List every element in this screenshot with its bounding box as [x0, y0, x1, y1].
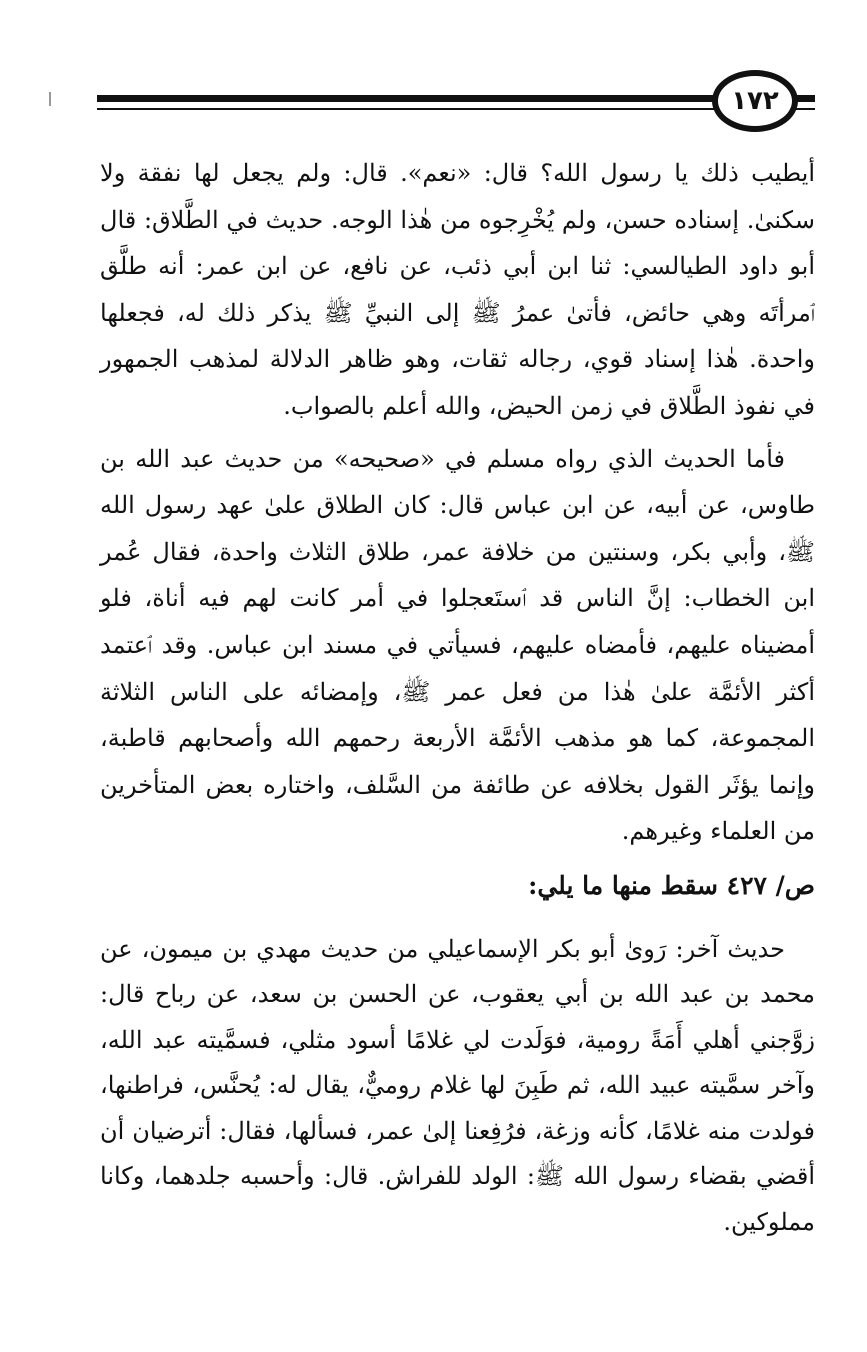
paragraph-1: أيطيب ذلك يا رسول الله؟ قال: «نعم». قال: ولم يجعل لها نفقة ولا سكنىٰ. إسناده حسن، ولم يُخْرِجوه من هٰذا الوجه. حديث في الطَّلاق: قال أبو داود الطيالسي: ثنا ابن أبي ذئب، عن نافع، عن ابن عمر: أنه طلَّق ٱمرأتَه وهي حائض، فأتىٰ عمرُ ﷺ إلى النبيِّ ﷺ يذكر ذلك له، فجعلها واحدة. هٰذا إسناد قوي، رجاله ثقات، وهو ظاهر الدلالة لمذهب الجمهور في نفوذ الطَّلاق في زمن الحيض، والله أعلم بالصواب. [100, 159, 815, 420]
paragraph-3: حديث آخر: رَوىٰ أبو بكر الإسماعيلي من حديث مهدي بن ميمون، عن محمد بن عبد الله بن أبي يعقوب، عن الحسن بن سعد، عن رباح قال: زوَّجني أهلي أَمَةً رومية، فوَلَدت لي غلامًا أسود مثلي، فسمَّيته عبد الله، وآخر سمَّيته عبيد الله، ثم طَبِنَ لها غلام روميٌّ، يقال له: يُحنَّس، فراطنها، فولدت منه غلامًا، كأنه وزغة، فرُفِعنا إلىٰ عمر، فسألها، فقال: أترضيان أن أقضي بقضاء رسول الله ﷺ: الولد للفراش. قال: وأحسبه جلدهما، وكانا مملوكين. [100, 934, 815, 1236]
page-header [0, 0, 867, 140]
section-heading: ص/ ٤٢٧ سقط منها ما يلي: [528, 870, 815, 900]
page-number: ١٧٢ [731, 86, 779, 116]
header-rule-thick [97, 95, 717, 102]
paragraph-2: فأما الحديث الذي رواه مسلم في «صحيحه» من حديث عبد الله بن طاوس، عن أبيه، عن ابن عباس قال: كان الطلاق علىٰ عهد رسول الله ﷺ، وأبي بكر، وسنتين من خلافة عمر، طلاق الثلاث واحدة، فقال عُمر ابن الخطاب: إنَّ الناس قد ٱستَعجلوا في أمر كانت لهم فيه أناة، فلو أمضيناه عليهم، فأمضاه عليهم، فسيأتي في مسند ابن عباس. وقد ٱعتمد أكثر الأئمَّة علىٰ هٰذا من فعل عمر ﷺ، وإمضائه على الناس الثلاثة المجموعة، كما هو مذهب الأئمَّة الأربعة رحمهم الله وأصحابهم قاطبة، وإنما يؤثَر القول بخلافه عن طائفة من السَّلف، واختاره بعض المتأخرين من العلماء وغيرهم. [100, 444, 816, 846]
margin-mark [49, 92, 51, 106]
page-number-badge [712, 70, 798, 132]
header-rule-thin [97, 108, 717, 110]
page-body [100, 150, 815, 1245]
